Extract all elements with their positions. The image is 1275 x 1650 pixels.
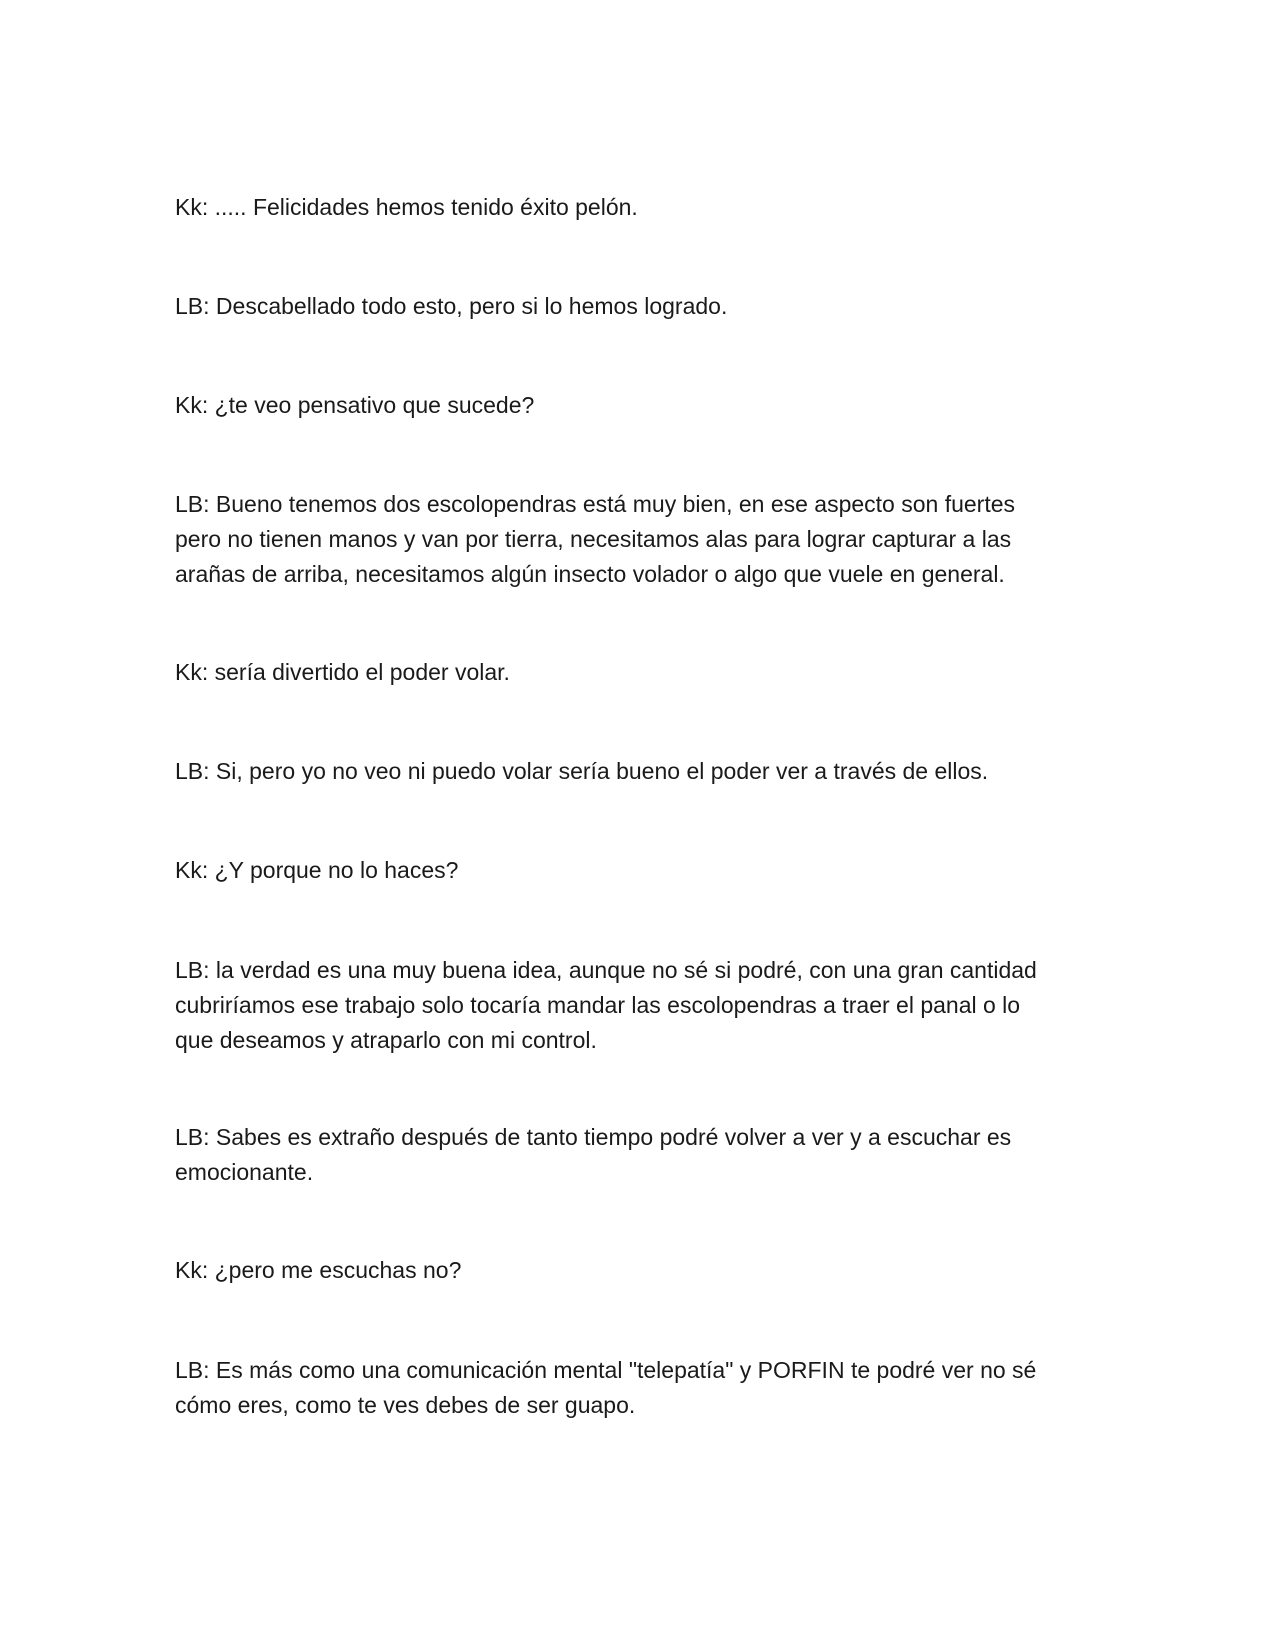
dialogue-paragraph [175, 487, 1095, 592]
dialogue-paragraph [175, 754, 1095, 789]
text-line: Kk: sería divertido el poder volar. [175, 659, 510, 685]
dialogue-paragraph [175, 388, 1095, 423]
text-line: emocionante. [175, 1159, 314, 1185]
dialogue-paragraph [175, 853, 1095, 888]
dialogue-paragraph [175, 1253, 1095, 1288]
text-line: LB: Es más como una comunicación mental "telepatía" y PORFIN te podré ver no sé [175, 1357, 1037, 1383]
text-line: cómo eres, como te ves debes de ser guapo. [175, 1392, 636, 1418]
dialogue-paragraph [175, 1353, 1095, 1423]
dialogue-paragraph [175, 1120, 1095, 1190]
dialogue-paragraph [175, 190, 1095, 225]
text-line: Kk: ..... Felicidades hemos tenido éxito pelón. [175, 194, 638, 220]
text-line: cubriríamos ese trabajo solo tocaría mandar las escolopendras a traer el panal o lo [175, 992, 1021, 1018]
dialogue-paragraph [175, 953, 1095, 1058]
dialogue-paragraph [175, 655, 1095, 690]
text-line: pero no tienen manos y van por tierra, necesitamos alas para lograr capturar a las [175, 526, 1012, 552]
text-line: arañas de arriba, necesitamos algún insecto volador o algo que vuele en general. [175, 561, 1005, 587]
text-line: Kk: ¿pero me escuchas no? [175, 1257, 462, 1283]
text-line: LB: Descabellado todo esto, pero si lo hemos logrado. [175, 293, 728, 319]
text-line: LB: la verdad es una muy buena idea, aunque no sé si podré, con una gran cantidad [175, 957, 1037, 983]
text-line: Kk: ¿Y porque no lo haces? [175, 857, 459, 883]
text-line: LB: Bueno tenemos dos escolopendras está muy bien, en ese aspecto son fuertes [175, 491, 1016, 517]
dialogue-paragraph [175, 289, 1095, 324]
text-line: LB: Si, pero yo no veo ni puedo volar sería bueno el poder ver a través de ellos. [175, 758, 989, 784]
text-line: Kk: ¿te veo pensativo que sucede? [175, 392, 535, 418]
text-line: LB: Sabes es extraño después de tanto tiempo podré volver a ver y a escuchar es [175, 1124, 1012, 1150]
text-line: que deseamos y atraparlo con mi control. [175, 1027, 597, 1053]
